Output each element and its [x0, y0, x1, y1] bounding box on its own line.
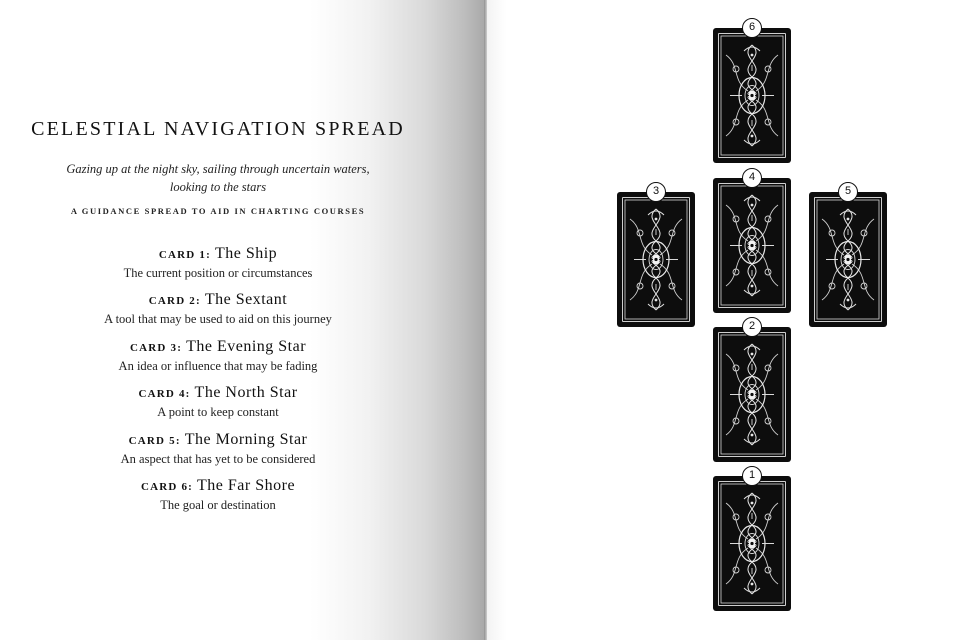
- card-heading: [0, 337, 436, 358]
- subtitle-line-1: Gazing up at the night sky, sailing through uncertain waters,: [66, 162, 370, 176]
- card-name: The Ship: [214, 245, 278, 262]
- card-number: CARD 4:: [138, 388, 191, 401]
- tarot-card-back-icon: [816, 199, 880, 320]
- card-number: CARD 3:: [129, 341, 183, 354]
- card-entry-4: [0, 383, 436, 429]
- card-name: The Sextant: [204, 291, 288, 309]
- tarot-card-position-2: [713, 327, 791, 462]
- card-number: CARD 6:: [140, 480, 194, 493]
- card-name: The Evening Star: [186, 337, 307, 355]
- card-position-list: [0, 244, 436, 522]
- card-description: The current position or circumstances: [123, 266, 313, 280]
- card-description: The goal or destination: [160, 497, 276, 512]
- card-number: CARD 5:: [128, 434, 181, 447]
- card-entry-5: [0, 430, 436, 476]
- position-badge-6: 6: [742, 18, 762, 38]
- card-name: The North Star: [194, 384, 298, 402]
- card-heading: [0, 290, 436, 311]
- card-heading: [0, 476, 436, 497]
- right-page: [487, 0, 970, 640]
- guidance-heading: A GUIDANCE SPREAD TO AID IN CHARTING COURSES: [70, 206, 366, 216]
- position-badge-5: 5: [838, 182, 858, 202]
- tarot-card-back-icon: [720, 483, 784, 604]
- tarot-card-back-icon: [720, 185, 784, 306]
- position-badge-4: 4: [742, 168, 762, 188]
- tarot-card-back-icon: [624, 199, 688, 320]
- tarot-card-position-1: [713, 476, 791, 611]
- card-number: CARD 1:: [158, 249, 211, 261]
- tarot-card-position-5: [809, 192, 887, 327]
- card-entry-6: [0, 476, 436, 522]
- tarot-card-back-icon: [720, 334, 784, 455]
- position-badge-2: 2: [742, 317, 762, 337]
- card-description: An aspect that has yet to be considered: [120, 451, 316, 466]
- card-entry-2: [0, 290, 436, 336]
- left-page: [0, 0, 484, 640]
- subtitle-line-2: looking to the stars: [169, 180, 267, 194]
- subtitle: [0, 160, 436, 196]
- tarot-card-position-4: [713, 178, 791, 313]
- card-heading: [0, 244, 436, 265]
- card-description: A point to keep constant: [157, 405, 279, 420]
- position-badge-3: 3: [646, 182, 666, 202]
- card-name: The Far Shore: [197, 476, 296, 494]
- card-description: An idea or influence that may be fading: [118, 358, 318, 373]
- card-entry-1: [0, 244, 436, 290]
- card-description: A tool that may be used to aid on this journey: [104, 312, 332, 327]
- tarot-card-position-6: [713, 28, 791, 163]
- page-title: CELESTIAL NAVIGATION SPREAD: [31, 118, 405, 140]
- card-entry-3: [0, 337, 436, 383]
- card-number: CARD 2:: [148, 295, 201, 308]
- tarot-card-back-icon: [720, 35, 784, 156]
- tarot-card-position-3: [617, 192, 695, 327]
- card-heading: [0, 383, 436, 404]
- card-name: The Morning Star: [184, 430, 308, 448]
- position-badge-1: 1: [742, 466, 762, 486]
- card-heading: [0, 430, 436, 451]
